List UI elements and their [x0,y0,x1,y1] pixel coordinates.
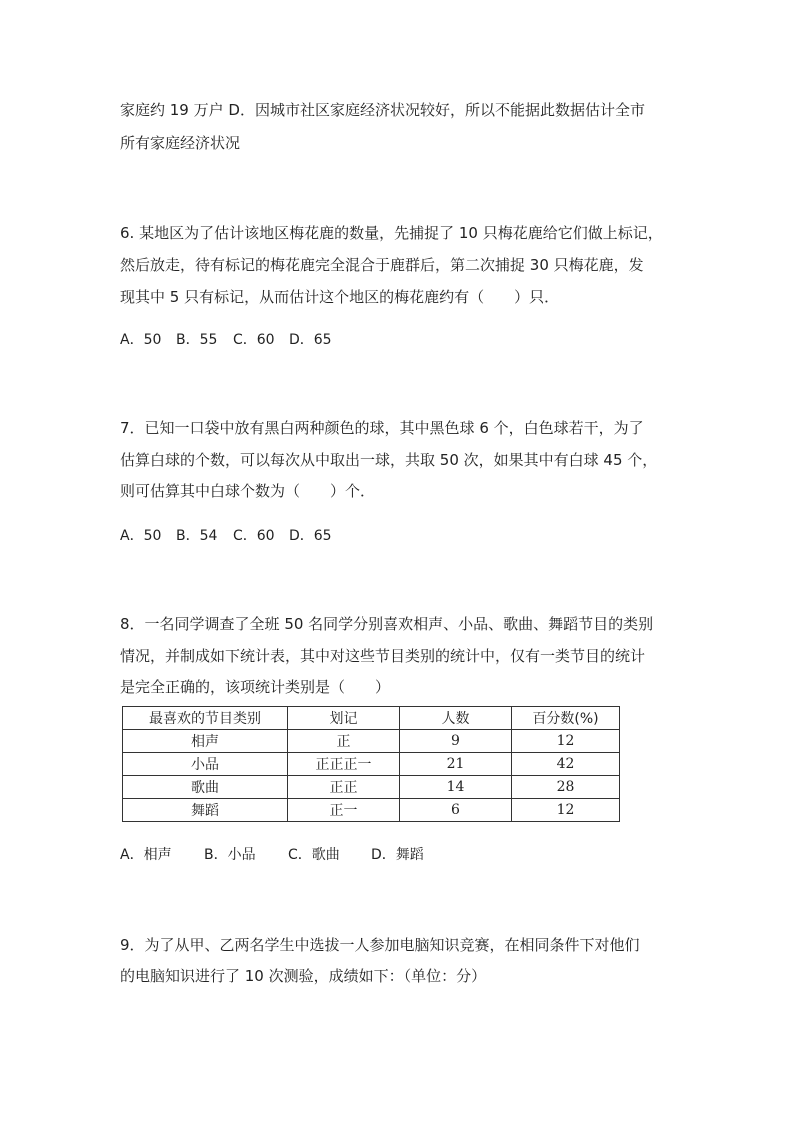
option-a: A．相声 [120,847,172,863]
answer-options [120,330,332,350]
option-a: A．50 [120,528,162,544]
column-header: 划记 [288,707,400,730]
table-cell: 21 [400,753,512,776]
option-c: C．歌曲 [288,847,340,863]
table-cell: 42 [512,753,620,776]
question-text: 估算白球的个数，可以每次从中取出一球，共取 50 次，如果其中有白球 45 个， [120,451,658,469]
table-row [123,730,620,753]
table-cell: 12 [512,730,620,753]
table-cell: 小品 [123,753,288,776]
question-text: 然后放走，待有标记的梅花鹿完全混合于鹿群后，第二次捕捉 30 只梅花鹿，发 [120,256,644,274]
table-cell: 正正 [288,776,400,799]
table-cell: 14 [400,776,512,799]
question-text: 的电脑知识进行了 10 次测验，成绩如下：（单位：分） [120,967,487,985]
question-text: 是完全正确的，该项统计类别是（ ） [120,678,391,696]
text-line: 家庭约 19 万户 D．因城市社区家庭经济状况较好，所以不能据此数据估计全市 [120,101,645,119]
table-cell: 12 [512,799,620,822]
table-cell: 歌曲 [123,776,288,799]
text-line: 所有家庭经济状况 [120,134,241,152]
answer-options [120,526,332,546]
table-header-row [123,707,620,730]
statistics-table [122,706,620,822]
answer-options [120,845,424,865]
table-cell: 舞蹈 [123,799,288,822]
option-c: C．60 [233,528,275,544]
table-row [123,776,620,799]
table-cell: 28 [512,776,620,799]
column-header: 人数 [400,707,512,730]
option-d: D．65 [289,528,332,544]
table-cell: 6 [400,799,512,822]
table-cell: 正 [288,730,400,753]
question-text: 9．为了从甲、乙两名学生中选拔一人参加电脑知识竞赛，在相同条件下对他们 [120,936,640,954]
option-d: D．65 [289,332,332,348]
table-cell: 正一 [288,799,400,822]
table-row [123,799,620,822]
option-d: D．舞蹈 [371,847,424,863]
column-header: 百分数(%) [512,707,620,730]
option-b: B．小品 [204,847,256,863]
question-text: 6. 某地区为了估计该地区梅花鹿的数量，先捕捉了 10 只梅花鹿给它们做上标记， [120,224,663,242]
column-header: 最喜欢的节目类别 [123,707,288,730]
question-text: 则可估算其中白球个数为（ ）个． [120,482,376,500]
option-b: B．54 [176,528,218,544]
question-text: 现其中 5 只有标记，从而估计这个地区的梅花鹿约有（ ）只． [120,288,560,306]
option-c: C．60 [233,332,275,348]
question-text: 8．一名同学调查了全班 50 名同学分别喜欢相声、小品、歌曲、舞蹈节目的类别 [120,615,654,633]
question-text: 7．已知一口袋中放有黑白两种颜色的球，其中黑色球 6 个，白色球若干，为了 [120,419,644,437]
table-cell: 相声 [123,730,288,753]
option-a: A．50 [120,332,162,348]
option-b: B．55 [176,332,218,348]
table-cell: 9 [400,730,512,753]
question-text: 情况，并制成如下统计表，其中对这些节目类别的统计中，仅有一类节目的统计 [120,647,646,665]
table-cell: 正正正一 [288,753,400,776]
table-row [123,753,620,776]
